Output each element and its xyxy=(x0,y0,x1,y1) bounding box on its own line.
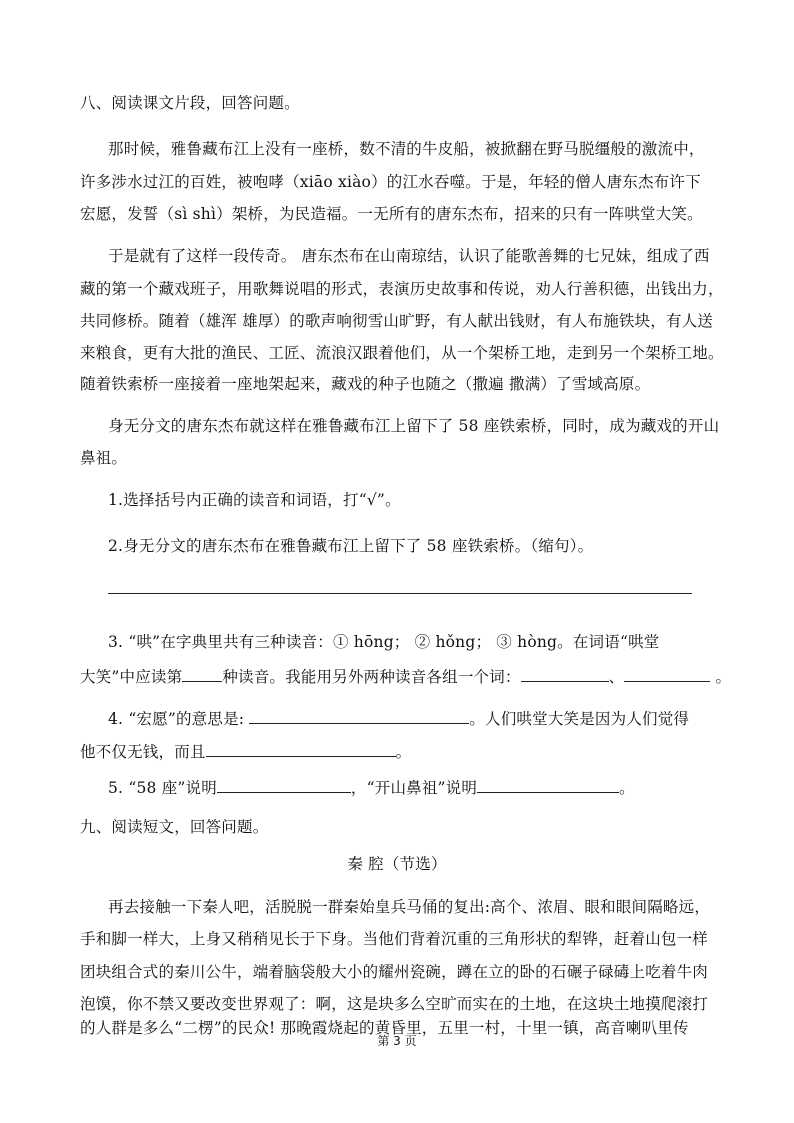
paragraph-line: 手和脚一样大，上身又稍稍见长于下身。当他们背着沉重的三角形状的犁铧，赶着山包一样 xyxy=(80,930,709,948)
question-5: 5. “58 座”说明 ，“开山鼻祖”说明 。 xyxy=(108,776,635,798)
blank-word-2[interactable] xyxy=(624,665,710,682)
question-3-line-2: 大笑”中应读第 种读音。我能用另外两种读音各组一个词： 、 。 xyxy=(80,665,731,687)
blank-founder-meaning[interactable] xyxy=(477,776,619,793)
question-1: 1.选择括号内正确的读音和词语，打“√”。 xyxy=(108,491,401,509)
paragraph-line: 团块组合式的秦川公牛，端着脑袋般大小的耀州瓷碗，蹲在立的卧的石碾子碌碡上吃着牛肉 xyxy=(80,963,709,981)
question-4-line-1: 4. “宏愿”的意思是: 。人们哄堂大笑是因为人们觉得 xyxy=(108,707,689,729)
paragraph-line: 来粮食，更有大批的渔民、工匠、流浪汉跟着他们，从一个架桥工地，走到另一个架桥工地。 xyxy=(80,344,724,362)
passage-title: 秦 腔（节选） xyxy=(347,855,447,873)
paragraph-line: 那时候，雅鲁藏布江上没有一座桥，数不清的牛皮船，被掀翻在野马脱缰般的激流中， xyxy=(108,140,705,158)
paragraph-line: 鼻祖。 xyxy=(80,449,128,467)
paragraph-line: 藏的第一个藏戏班子，用歌舞说唱的形式，表演历史故事和传说，劝人行善积德，出钱出力， xyxy=(80,280,724,298)
paragraph-line: 的人群是多么“二楞”的民众! 那晚霞烧起的黄昏里，五里一村，十里一镇，高音喇叭里传 xyxy=(80,1019,689,1037)
blank-reading-number[interactable] xyxy=(182,665,222,682)
blank-58-meaning[interactable] xyxy=(217,776,351,793)
paragraph-line: 再去接触一下秦人吧，活脱脱一群秦始皇兵马俑的复出:高个、浓眉、眼和眼间隔略远， xyxy=(108,898,711,916)
blank-word-1[interactable] xyxy=(521,665,609,682)
question-4-line-2: 他不仅无钱，而且 。 xyxy=(80,740,411,762)
paragraph-line: 随着铁索桥一座接着一座地架起来，藏戏的种子也随之（撒遍 撒满）了雪域高原。 xyxy=(80,375,651,393)
paragraph-line: 泡馍，你不禁又要改变世界观了：啊，这是块多么空旷而实在的土地，在这块土地摸爬滚打 xyxy=(80,995,709,1013)
blank-meaning[interactable] xyxy=(249,707,469,724)
paragraph-line: 宏愿，发誓（sì shì）架桥，为民造福。一无所有的唐东杰布，招来的只有一阵哄堂大笑。 xyxy=(80,205,703,223)
section-9-heading: 九、阅读短文，回答问题。 xyxy=(80,818,269,836)
question-2: 2.身无分文的唐东杰布在雅鲁藏布江上留下了 58 座铁索桥。（缩句）。 xyxy=(108,537,594,555)
answer-line-q2[interactable] xyxy=(108,593,692,594)
blank-reason[interactable] xyxy=(206,740,396,757)
page-number: 第 3 页 xyxy=(377,1034,417,1048)
paragraph-line: 共同修桥。随着（雄浑 雄厚）的歌声响彻雪山旷野，有人献出钱财，有人布施铁块，有人送 xyxy=(80,312,714,330)
paragraph-line: 许多涉水过江的百姓，被咆哮（xiāo xiào）的江水吞噬。于是，年轻的僧人唐东杰布许下 xyxy=(80,173,701,191)
section-8-heading: 八、阅读课文片段，回答问题。 xyxy=(80,94,300,112)
paragraph-line: 于是就有了这样一段传奇。 唐东杰布在山南琼结，认识了能歌善舞的七兄妹，组成了西 xyxy=(108,247,710,265)
paragraph-line: 身无分文的唐东杰布就这样在雅鲁藏布江上留下了 58 座铁索桥，同时，成为藏戏的开山 xyxy=(108,417,720,435)
question-3-line-1: 3. “哄”在字典里共有三种读音：① hōng； ② hǒng； ③ hòng。在词语“哄堂 xyxy=(108,633,660,651)
